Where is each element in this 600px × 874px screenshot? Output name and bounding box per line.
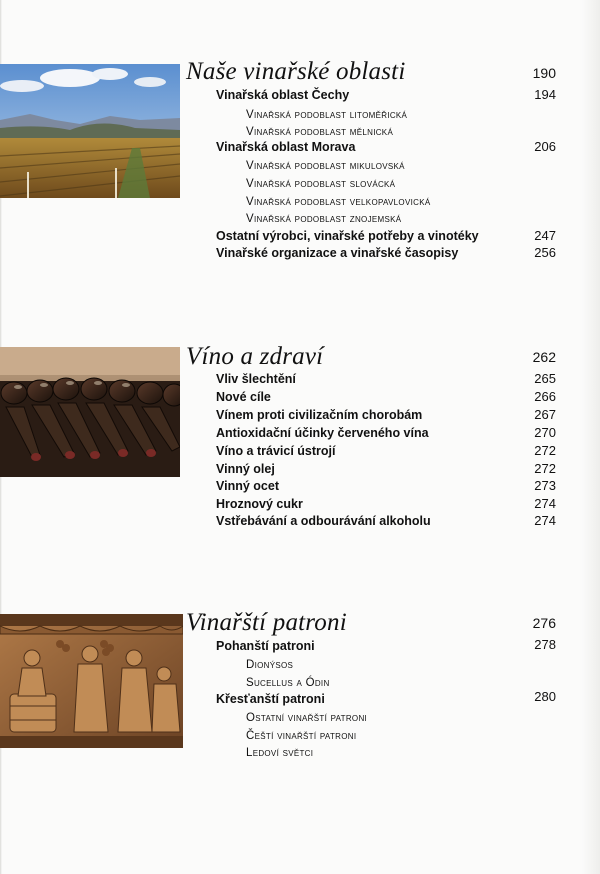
toc-entry[interactable]: Ostatní výrobci, vinařské potřeby a vinotéky — [216, 229, 479, 243]
toc-subentry[interactable]: Dionýsos — [246, 659, 294, 671]
section-page-patroni: 276 — [532, 615, 556, 631]
toc-entry[interactable]: Křesťanští patroni — [216, 692, 325, 706]
toc-entry[interactable]: Vliv šlechtění — [216, 372, 296, 386]
toc-entry-page: 247 — [534, 228, 556, 243]
toc-entry-page: 280 — [534, 689, 556, 704]
toc-subentry[interactable]: Vinařská podoblast litoměřická — [246, 109, 408, 121]
toc-entry-page: 267 — [534, 407, 556, 422]
toc-entry-page: 274 — [534, 496, 556, 511]
section-page-oblasti: 190 — [532, 65, 556, 81]
toc-entry-page: 274 — [534, 513, 556, 528]
toc-subentry[interactable]: Sucellus a Ódin — [246, 677, 330, 689]
section-title-zdravi[interactable]: Víno a zdraví — [186, 343, 324, 370]
toc-entry-page: 256 — [534, 245, 556, 260]
vineyard-landscape-photo — [0, 64, 180, 198]
toc-entry[interactable]: Nové cíle — [216, 390, 271, 404]
toc-entry[interactable]: Vinný olej — [216, 462, 275, 476]
toc-entry[interactable]: Vinařská oblast Morava — [216, 140, 356, 154]
toc-entry[interactable]: Pohanští patroni — [216, 639, 315, 653]
toc-subentry[interactable]: Vinařská podoblast slovácká — [246, 178, 396, 190]
toc-entry[interactable]: Hroznový cukr — [216, 497, 303, 511]
toc-entry-page: 266 — [534, 389, 556, 404]
section-title-oblasti[interactable]: Naše vinařské oblasti — [186, 58, 406, 85]
section-page-zdravi: 262 — [532, 349, 556, 365]
toc-entry[interactable]: Víno a trávicí ústrojí — [216, 444, 336, 458]
toc-entry-page: 194 — [534, 87, 556, 102]
toc-subentry[interactable]: Vinařská podoblast velkopavlovická — [246, 196, 431, 208]
toc-subentry[interactable]: Vinařská podoblast mikulovská — [246, 160, 405, 172]
toc-entry[interactable]: Vinný ocet — [216, 479, 279, 493]
toc-entry-page: 272 — [534, 443, 556, 458]
toc-entry-page: 265 — [534, 371, 556, 386]
toc-subentry[interactable]: Vinařská podoblast mělnická — [246, 126, 394, 138]
page-right-edge — [582, 0, 600, 874]
toc-subentry[interactable]: Ostatní vinařští patroni — [246, 712, 368, 724]
toc-entry[interactable]: Vinařské organizace a vinařské časopisy — [216, 246, 459, 260]
toc-entry-page: 270 — [534, 425, 556, 440]
section-title-patroni[interactable]: Vinařští patroni — [186, 609, 347, 636]
toc-subentry[interactable]: Čeští vinařští patroni — [246, 730, 357, 742]
toc-entry-page: 273 — [534, 478, 556, 493]
toc-subentry[interactable]: Vinařská podoblast znojemská — [246, 213, 402, 225]
toc-entry[interactable]: Antioxidační účinky červeného vína — [216, 426, 429, 440]
wood-carving-relief-photo — [0, 614, 183, 748]
toc-entry-page: 272 — [534, 461, 556, 476]
wine-bottles-cellar-photo — [0, 347, 180, 477]
toc-entry[interactable]: Vinařská oblast Čechy — [216, 88, 350, 102]
toc-entry-page: 278 — [534, 637, 556, 652]
toc-entry[interactable]: Vínem proti civilizačním chorobám — [216, 408, 423, 422]
toc-entry-page: 206 — [534, 139, 556, 154]
toc-entry[interactable]: Vstřebávání a odbourávání alkoholu — [216, 514, 431, 528]
toc-subentry[interactable]: Ledoví světci — [246, 747, 314, 759]
